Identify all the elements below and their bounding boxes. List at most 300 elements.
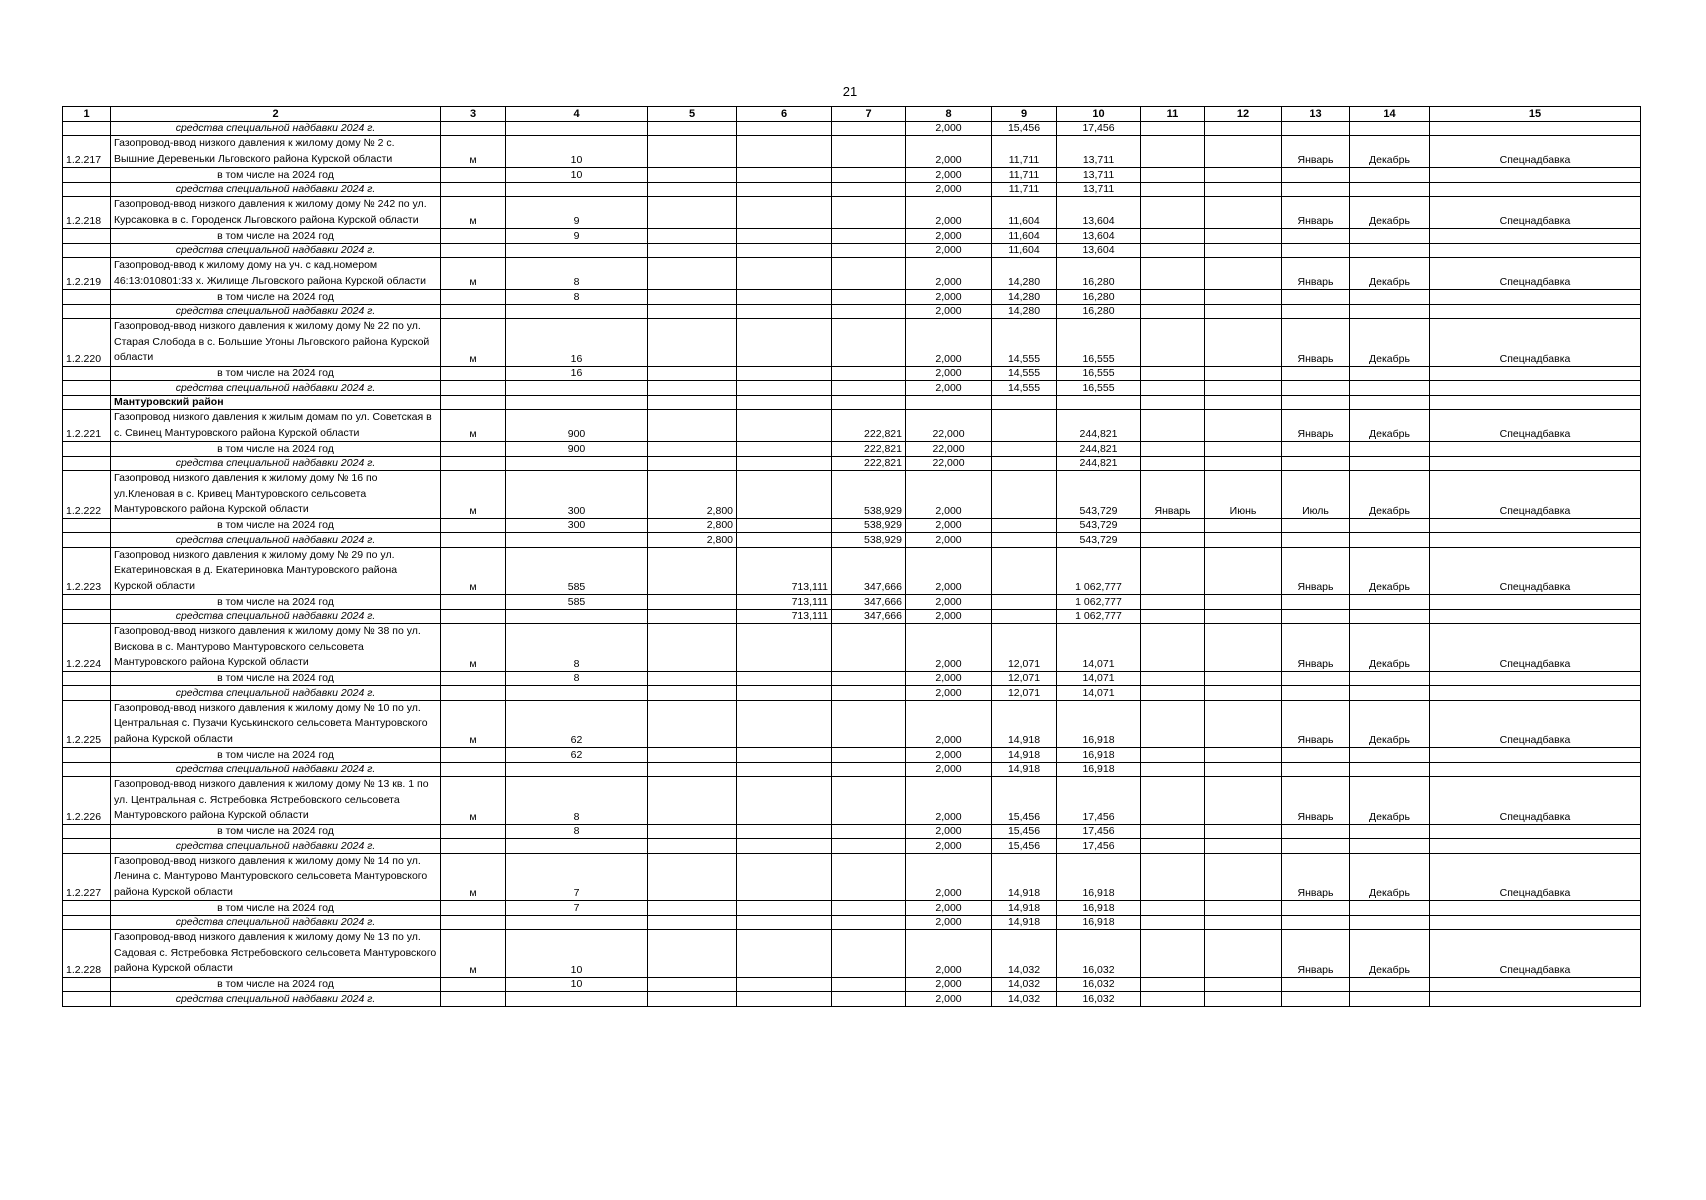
cell-col-14 xyxy=(1350,121,1430,136)
cell-col-13 xyxy=(1282,977,1350,992)
cell-col-10: 13,604 xyxy=(1057,243,1141,258)
special-allowance-row xyxy=(63,609,1641,624)
special-allowance-row xyxy=(63,686,1641,701)
cell-col-12 xyxy=(1205,609,1282,624)
item-code: 1.2.221 xyxy=(63,410,111,442)
cell-col-7 xyxy=(832,824,906,839)
cell-col-13 xyxy=(1282,609,1350,624)
cell-col-8: 2,000 xyxy=(906,197,992,229)
cell-col-14: Декабрь xyxy=(1350,930,1430,978)
cell-col-15 xyxy=(1430,456,1641,471)
cell-col-4 xyxy=(506,182,648,197)
cell-col-14: Декабрь xyxy=(1350,136,1430,168)
cell-col-6 xyxy=(737,168,832,183)
cell-col-5 xyxy=(648,547,737,595)
cell-col-8: 2,000 xyxy=(906,471,992,519)
cell-col-5 xyxy=(648,258,737,290)
cell-col-3 xyxy=(441,824,506,839)
cell-col-15 xyxy=(1430,290,1641,305)
cell-col-7: 347,666 xyxy=(832,595,906,610)
item-name: Газопровод низкого давления к жилым домам по ул. Советская в с. Свинец Мантуровского района Курской области xyxy=(111,410,441,442)
cell-col-12 xyxy=(1205,366,1282,381)
cell-col-8: 2,000 xyxy=(906,748,992,763)
cell-col-14 xyxy=(1350,839,1430,854)
cell-col-15 xyxy=(1430,381,1641,396)
cell-col-13: Январь xyxy=(1282,930,1350,978)
cell-col-11 xyxy=(1141,395,1205,410)
item-row xyxy=(63,319,1641,367)
cell-col-4: 10 xyxy=(506,168,648,183)
cell-col-5 xyxy=(648,762,737,777)
cell-col-14 xyxy=(1350,609,1430,624)
item-row xyxy=(63,853,1641,901)
item-code: 1.2.217 xyxy=(63,136,111,168)
cell-col-12 xyxy=(1205,442,1282,457)
cell-col-15 xyxy=(1430,395,1641,410)
cell-col-7: 347,666 xyxy=(832,609,906,624)
item-code xyxy=(63,762,111,777)
cell-col-14 xyxy=(1350,395,1430,410)
cell-col-3: м xyxy=(441,930,506,978)
cell-col-4: 62 xyxy=(506,700,648,748)
cell-col-9: 11,604 xyxy=(992,197,1057,229)
cell-col-15: Спецнадбавка xyxy=(1430,258,1641,290)
cell-col-8: 2,000 xyxy=(906,609,992,624)
cell-col-5 xyxy=(648,748,737,763)
cell-col-6 xyxy=(737,915,832,930)
cell-col-9 xyxy=(992,442,1057,457)
cell-col-3: м xyxy=(441,777,506,825)
item-name: средства специальной надбавки 2024 г. xyxy=(111,686,441,701)
cell-col-10: 1 062,777 xyxy=(1057,547,1141,595)
cell-col-12 xyxy=(1205,258,1282,290)
subtotal-2024-row xyxy=(63,901,1641,916)
item-name: Газопровод-ввод низкого давления к жилому дому № 2 с. Вышние Деревеньки Льговского района Курской области xyxy=(111,136,441,168)
special-allowance-row xyxy=(63,381,1641,396)
cell-col-10: 16,918 xyxy=(1057,853,1141,901)
cell-col-14 xyxy=(1350,686,1430,701)
cell-col-9: 14,918 xyxy=(992,700,1057,748)
cell-col-8: 2,000 xyxy=(906,168,992,183)
cell-col-14 xyxy=(1350,229,1430,244)
cell-col-9: 12,071 xyxy=(992,624,1057,672)
item-name: средства специальной надбавки 2024 г. xyxy=(111,304,441,319)
cell-col-11 xyxy=(1141,366,1205,381)
cell-col-6 xyxy=(737,121,832,136)
cell-col-11 xyxy=(1141,609,1205,624)
cell-col-13 xyxy=(1282,901,1350,916)
cell-col-5 xyxy=(648,243,737,258)
cell-col-9: 14,280 xyxy=(992,304,1057,319)
cell-col-4 xyxy=(506,304,648,319)
cell-col-15: Спецнадбавка xyxy=(1430,410,1641,442)
cell-col-3 xyxy=(441,121,506,136)
cell-col-10: 13,711 xyxy=(1057,168,1141,183)
item-code: 1.2.219 xyxy=(63,258,111,290)
cell-col-14: Декабрь xyxy=(1350,853,1430,901)
cell-col-5 xyxy=(648,624,737,672)
cell-col-9: 11,604 xyxy=(992,243,1057,258)
cell-col-7: 538,929 xyxy=(832,518,906,533)
item-name: средства специальной надбавки 2024 г. xyxy=(111,121,441,136)
cell-col-9: 14,032 xyxy=(992,930,1057,978)
item-row xyxy=(63,930,1641,978)
cell-col-11 xyxy=(1141,518,1205,533)
cell-col-4: 585 xyxy=(506,595,648,610)
cell-col-15: Спецнадбавка xyxy=(1430,136,1641,168)
cell-col-4: 900 xyxy=(506,410,648,442)
cell-col-14: Декабрь xyxy=(1350,197,1430,229)
cell-col-15 xyxy=(1430,686,1641,701)
cell-col-5: 2,800 xyxy=(648,533,737,548)
cell-col-7 xyxy=(832,304,906,319)
cell-col-14 xyxy=(1350,901,1430,916)
cell-col-6 xyxy=(737,762,832,777)
header-col-5: 5 xyxy=(648,107,737,122)
cell-col-14 xyxy=(1350,824,1430,839)
header-col-11: 11 xyxy=(1141,107,1205,122)
cell-col-4: 900 xyxy=(506,442,648,457)
item-code xyxy=(63,977,111,992)
cell-col-3 xyxy=(441,381,506,396)
cell-col-3: м xyxy=(441,624,506,672)
cell-col-5 xyxy=(648,853,737,901)
item-row xyxy=(63,624,1641,672)
cell-col-10: 244,821 xyxy=(1057,456,1141,471)
subtotal-2024-row xyxy=(63,748,1641,763)
cell-col-11 xyxy=(1141,671,1205,686)
cell-col-7 xyxy=(832,992,906,1007)
cell-col-5 xyxy=(648,992,737,1007)
cell-col-5: 2,800 xyxy=(648,518,737,533)
cell-col-11 xyxy=(1141,229,1205,244)
cell-col-6 xyxy=(737,977,832,992)
cell-col-6 xyxy=(737,182,832,197)
cell-col-8: 2,000 xyxy=(906,366,992,381)
item-name: средства специальной надбавки 2024 г. xyxy=(111,381,441,396)
cell-col-14: Декабрь xyxy=(1350,410,1430,442)
cell-col-14 xyxy=(1350,182,1430,197)
cell-col-15 xyxy=(1430,839,1641,854)
cell-col-6 xyxy=(737,290,832,305)
cell-col-8: 2,000 xyxy=(906,930,992,978)
item-name: в том числе на 2024 год xyxy=(111,824,441,839)
cell-col-15: Спецнадбавка xyxy=(1430,624,1641,672)
header-col-14: 14 xyxy=(1350,107,1430,122)
cell-col-12 xyxy=(1205,762,1282,777)
cell-col-10: 16,555 xyxy=(1057,319,1141,367)
cell-col-9: 14,918 xyxy=(992,901,1057,916)
cell-col-10: 16,032 xyxy=(1057,992,1141,1007)
item-name: Газопровод-ввод низкого давления к жилому дому № 10 по ул. Центральная с. Пузачи Куськинского сельсовета Мантуровского района Курской области xyxy=(111,700,441,748)
item-row xyxy=(63,547,1641,595)
cell-col-14: Декабрь xyxy=(1350,319,1430,367)
cell-col-8: 2,000 xyxy=(906,533,992,548)
cell-col-10: 16,918 xyxy=(1057,915,1141,930)
special-allowance-row xyxy=(63,243,1641,258)
cell-col-13: Январь xyxy=(1282,547,1350,595)
cell-col-6 xyxy=(737,243,832,258)
cell-col-7 xyxy=(832,381,906,396)
cell-col-4: 8 xyxy=(506,290,648,305)
cell-col-14 xyxy=(1350,456,1430,471)
cell-col-7 xyxy=(832,243,906,258)
item-name: в том числе на 2024 год xyxy=(111,229,441,244)
item-name: в том числе на 2024 год xyxy=(111,442,441,457)
cell-col-13 xyxy=(1282,456,1350,471)
item-name: в том числе на 2024 год xyxy=(111,901,441,916)
cell-col-12 xyxy=(1205,168,1282,183)
cell-col-10: 16,032 xyxy=(1057,930,1141,978)
special-allowance-row xyxy=(63,121,1641,136)
subtotal-2024-row xyxy=(63,518,1641,533)
cell-col-9: 11,604 xyxy=(992,229,1057,244)
cell-col-3: м xyxy=(441,410,506,442)
cell-col-14 xyxy=(1350,442,1430,457)
cell-col-4 xyxy=(506,243,648,258)
item-code: 1.2.218 xyxy=(63,197,111,229)
cell-col-11 xyxy=(1141,853,1205,901)
cell-col-8: 2,000 xyxy=(906,901,992,916)
cell-col-14 xyxy=(1350,304,1430,319)
cell-col-5 xyxy=(648,395,737,410)
item-code xyxy=(63,533,111,548)
cell-col-12 xyxy=(1205,290,1282,305)
cell-col-3 xyxy=(441,243,506,258)
item-row xyxy=(63,777,1641,825)
item-code: 1.2.225 xyxy=(63,700,111,748)
cell-col-12 xyxy=(1205,243,1282,258)
cell-col-13: Июль xyxy=(1282,471,1350,519)
cell-col-11 xyxy=(1141,304,1205,319)
cell-col-13: Январь xyxy=(1282,777,1350,825)
cell-col-12 xyxy=(1205,518,1282,533)
item-code xyxy=(63,839,111,854)
header-col-1: 1 xyxy=(63,107,111,122)
cell-col-7 xyxy=(832,229,906,244)
cell-col-7 xyxy=(832,197,906,229)
cell-col-11 xyxy=(1141,136,1205,168)
cell-col-10: 17,456 xyxy=(1057,777,1141,825)
cell-col-5 xyxy=(648,381,737,396)
item-name: средства специальной надбавки 2024 г. xyxy=(111,243,441,258)
cell-col-13 xyxy=(1282,121,1350,136)
cell-col-15: Спецнадбавка xyxy=(1430,197,1641,229)
cell-col-7 xyxy=(832,853,906,901)
cell-col-12 xyxy=(1205,456,1282,471)
special-allowance-row xyxy=(63,992,1641,1007)
cell-col-6 xyxy=(737,533,832,548)
item-name: в том числе на 2024 год xyxy=(111,671,441,686)
cell-col-14 xyxy=(1350,748,1430,763)
item-name: средства специальной надбавки 2024 г. xyxy=(111,915,441,930)
cell-col-7 xyxy=(832,671,906,686)
cell-col-11: Январь xyxy=(1141,471,1205,519)
cell-col-3 xyxy=(441,595,506,610)
subtotal-2024-row xyxy=(63,168,1641,183)
item-code xyxy=(63,182,111,197)
cell-col-9 xyxy=(992,410,1057,442)
cell-col-12 xyxy=(1205,930,1282,978)
header-col-8: 8 xyxy=(906,107,992,122)
cell-col-9: 14,918 xyxy=(992,762,1057,777)
cell-col-10: 543,729 xyxy=(1057,471,1141,519)
cell-col-6 xyxy=(737,366,832,381)
cell-col-12 xyxy=(1205,777,1282,825)
cell-col-3 xyxy=(441,366,506,381)
cell-col-8: 2,000 xyxy=(906,381,992,396)
cell-col-10: 17,456 xyxy=(1057,839,1141,854)
cell-col-6 xyxy=(737,319,832,367)
cell-col-11 xyxy=(1141,197,1205,229)
item-name: Газопровод-ввод низкого давления к жилому дому № 22 по ул. Старая Слобода в с. Большие Угоны Льговского района Курской области xyxy=(111,319,441,367)
cell-col-4 xyxy=(506,381,648,396)
header-col-9: 9 xyxy=(992,107,1057,122)
item-code xyxy=(63,992,111,1007)
cell-col-13 xyxy=(1282,229,1350,244)
item-code xyxy=(63,824,111,839)
cell-col-4: 7 xyxy=(506,901,648,916)
item-name: средства специальной надбавки 2024 г. xyxy=(111,609,441,624)
cell-col-3 xyxy=(441,304,506,319)
cell-col-7 xyxy=(832,901,906,916)
item-name: Газопровод низкого давления к жилому дому № 16 по ул.Кленовая в с. Кривец Мантуровского сельсовета Мантуровского района Курской области xyxy=(111,471,441,519)
item-code xyxy=(63,243,111,258)
cell-col-15: Спецнадбавка xyxy=(1430,319,1641,367)
subtotal-2024-row xyxy=(63,671,1641,686)
cell-col-9 xyxy=(992,609,1057,624)
cell-col-7: 538,929 xyxy=(832,471,906,519)
cell-col-13 xyxy=(1282,533,1350,548)
cell-col-15 xyxy=(1430,595,1641,610)
cell-col-4: 585 xyxy=(506,547,648,595)
cell-col-13 xyxy=(1282,168,1350,183)
cell-col-6 xyxy=(737,671,832,686)
cell-col-15: Спецнадбавка xyxy=(1430,853,1641,901)
special-allowance-row xyxy=(63,304,1641,319)
cell-col-13 xyxy=(1282,518,1350,533)
cell-col-6 xyxy=(737,442,832,457)
item-name: Газопровод-ввод низкого давления к жилому дому № 13 кв. 1 по ул. Центральная с. Ястребовка Ястребовского сельсовета Мантуровского района Курской области xyxy=(111,777,441,825)
cell-col-14 xyxy=(1350,595,1430,610)
cell-col-12 xyxy=(1205,229,1282,244)
cell-col-5 xyxy=(648,930,737,978)
cell-col-3: м xyxy=(441,547,506,595)
cell-col-5 xyxy=(648,686,737,701)
cell-col-13 xyxy=(1282,366,1350,381)
cell-col-4 xyxy=(506,915,648,930)
cell-col-10: 14,071 xyxy=(1057,671,1141,686)
cell-col-3 xyxy=(441,686,506,701)
cell-col-5 xyxy=(648,442,737,457)
cell-col-8: 2,000 xyxy=(906,915,992,930)
subtotal-2024-row xyxy=(63,366,1641,381)
investment-program-table xyxy=(62,106,1641,1007)
cell-col-14 xyxy=(1350,671,1430,686)
cell-col-14 xyxy=(1350,762,1430,777)
cell-col-6 xyxy=(737,197,832,229)
item-code xyxy=(63,168,111,183)
item-name: в том числе на 2024 год xyxy=(111,290,441,305)
cell-col-13 xyxy=(1282,748,1350,763)
cell-col-11 xyxy=(1141,258,1205,290)
cell-col-8: 2,000 xyxy=(906,671,992,686)
item-name: в том числе на 2024 год xyxy=(111,366,441,381)
item-row xyxy=(63,136,1641,168)
item-code xyxy=(63,381,111,396)
cell-col-10: 13,604 xyxy=(1057,197,1141,229)
cell-col-12 xyxy=(1205,410,1282,442)
cell-col-6 xyxy=(737,839,832,854)
cell-col-8: 2,000 xyxy=(906,686,992,701)
cell-col-3: м xyxy=(441,853,506,901)
cell-col-12 xyxy=(1205,533,1282,548)
cell-col-8: 2,000 xyxy=(906,824,992,839)
cell-col-9 xyxy=(992,595,1057,610)
cell-col-5 xyxy=(648,456,737,471)
cell-col-8: 2,000 xyxy=(906,977,992,992)
item-code: 1.2.220 xyxy=(63,319,111,367)
cell-col-11 xyxy=(1141,624,1205,672)
cell-col-8: 2,000 xyxy=(906,839,992,854)
cell-col-7 xyxy=(832,624,906,672)
cell-col-15 xyxy=(1430,977,1641,992)
cell-col-7 xyxy=(832,700,906,748)
cell-col-15: Спецнадбавка xyxy=(1430,471,1641,519)
cell-col-8: 2,000 xyxy=(906,853,992,901)
cell-col-6: 713,111 xyxy=(737,547,832,595)
cell-col-12 xyxy=(1205,839,1282,854)
cell-col-9: 14,555 xyxy=(992,319,1057,367)
cell-col-11 xyxy=(1141,319,1205,367)
cell-col-4 xyxy=(506,456,648,471)
cell-col-10: 16,280 xyxy=(1057,258,1141,290)
cell-col-12 xyxy=(1205,304,1282,319)
cell-col-11 xyxy=(1141,121,1205,136)
cell-col-9: 14,032 xyxy=(992,992,1057,1007)
cell-col-4: 9 xyxy=(506,229,648,244)
special-allowance-row xyxy=(63,182,1641,197)
cell-col-10: 16,555 xyxy=(1057,381,1141,396)
cell-col-7 xyxy=(832,168,906,183)
cell-col-9: 11,711 xyxy=(992,182,1057,197)
cell-col-4: 16 xyxy=(506,319,648,367)
cell-col-10: 13,604 xyxy=(1057,229,1141,244)
cell-col-8: 22,000 xyxy=(906,456,992,471)
cell-col-5 xyxy=(648,182,737,197)
header-row xyxy=(63,107,1641,122)
cell-col-4: 16 xyxy=(506,366,648,381)
cell-col-9 xyxy=(992,533,1057,548)
cell-col-3 xyxy=(441,915,506,930)
cell-col-8: 2,000 xyxy=(906,182,992,197)
header-col-3: 3 xyxy=(441,107,506,122)
cell-col-9 xyxy=(992,471,1057,519)
cell-col-12 xyxy=(1205,977,1282,992)
cell-col-10: 14,071 xyxy=(1057,686,1141,701)
cell-col-15 xyxy=(1430,824,1641,839)
cell-col-4 xyxy=(506,686,648,701)
cell-col-12 xyxy=(1205,319,1282,367)
special-allowance-row xyxy=(63,762,1641,777)
cell-col-11 xyxy=(1141,992,1205,1007)
cell-col-5 xyxy=(648,595,737,610)
cell-col-8: 2,000 xyxy=(906,547,992,595)
cell-col-6: 713,111 xyxy=(737,609,832,624)
cell-col-3 xyxy=(441,609,506,624)
cell-col-5 xyxy=(648,824,737,839)
cell-col-14 xyxy=(1350,992,1430,1007)
